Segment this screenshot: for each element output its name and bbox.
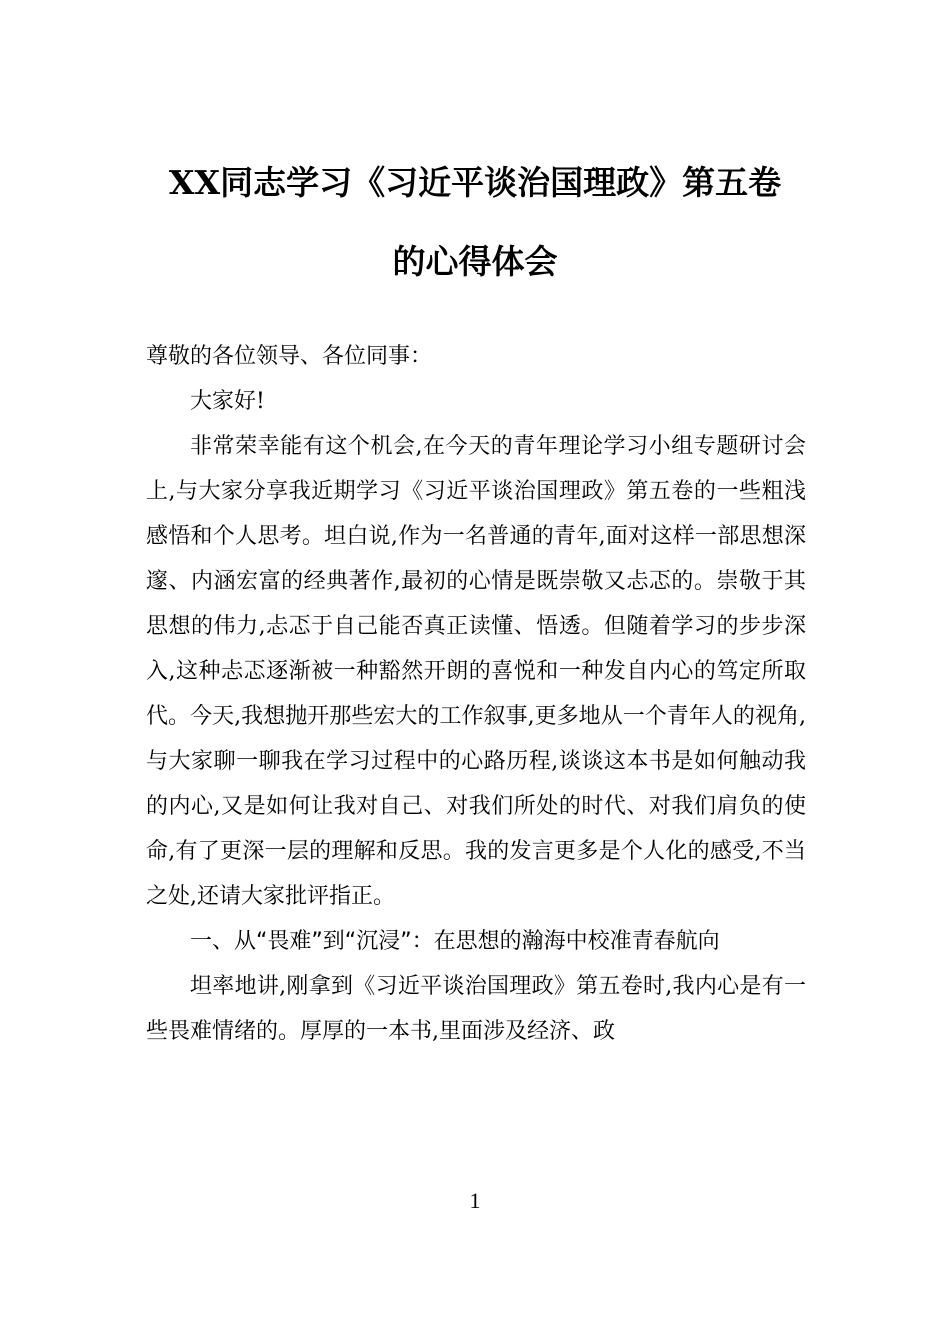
salutation: 尊敬的各位领导、各位同事： (146, 344, 433, 369)
section-heading-1: 一、从“畏难”到“沉浸”：在思想的瀚海中校准青春航向 (190, 929, 720, 954)
document-title-line-2: 的心得体会 (392, 242, 558, 281)
document-body (146, 334, 806, 1054)
paragraph-intro: 非常荣幸能有这个机会,在今天的青年理论学习小组专题研讨会上,与大家分享我近期学习《习近平谈治国理政》第五卷的一些粗浅感悟和个人思考。坦白说,作为一名普通的青年,面对这样一部思想深邃、内涵宏富的经典著作,最初的心情是既崇敬又忐忑的。崇敬于其思想的伟力,忐忑于自己能否真正读懂、悟透。但随着学习的步步深入,这种忐忑逐渐被一种豁然开朗的喜悦和一种发自内心的笃定所取代。今天,我想抛开那些宏大的工作叙事,更多地从一个青年人的视角,与大家聊一聊我在学习过程中的心路历程,谈谈这本书是如何触动我的内心,又是如何让我对自己、对我们所处的时代、对我们肩负的使命,有了更深一层的理解和反思。我的发言更多是个人化的感受,不当之处,还请大家批评指正。 (146, 434, 806, 909)
document-title-line-1: XX同志学习《习近平谈治国理政》第五卷 (168, 163, 782, 202)
paragraph-section-1: 坦率地讲,刚拿到《习近平谈治国理政》第五卷时,我内心是有一些畏难情绪的。厚厚的一本书,里面涉及经济、政 (146, 974, 806, 1044)
page-number: 1 (469, 1188, 481, 1213)
greeting: 大家好! (190, 389, 265, 414)
